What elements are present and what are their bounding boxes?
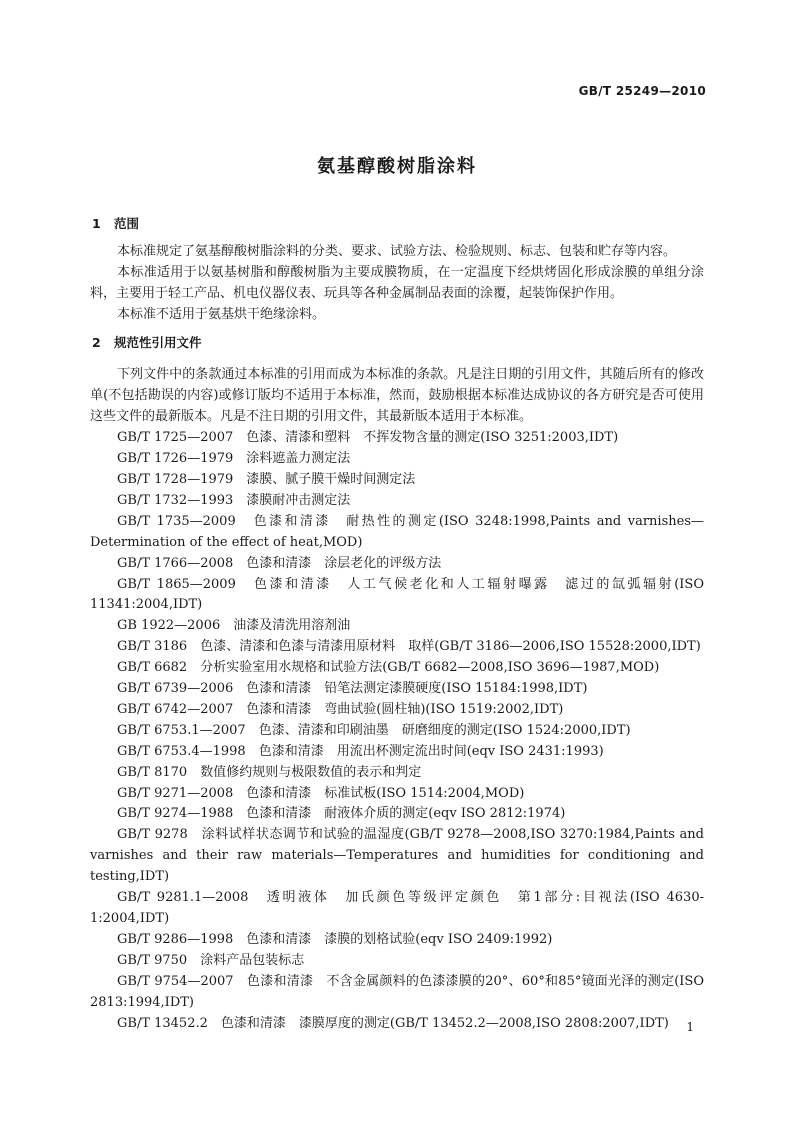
reference-entry: GB 1922—2006 油漆及清洗用溶剂油 xyxy=(117,618,351,634)
reference-entry: GB/T 6742—2007 色漆和清漆 弯曲试验(圆柱轴)(ISO 1519:2002,IDT) xyxy=(117,701,564,717)
reference-entry: GB/T 1865—2009 色漆和清漆 人工气候老化和人工辐射曝露 滤过的氙弧辐射(ISO 11341:2004,IDT) xyxy=(90,576,704,613)
reference-entry: GB/T 1728—1979 漆膜、腻子膜干燥时间测定法 xyxy=(117,471,416,487)
section-number: 1 xyxy=(92,216,101,231)
section-title: 规范性引用文件 xyxy=(114,334,202,350)
paragraph: 下列文件中的条款通过本标准的引用而成为本标准的条款。凡是注日期的引用文件，其随后所有的修改单(不包括勘误的内容)或修订版均不适用于本标准，然而，鼓励根据本标准达成协议的各方研究是否可使用这些文件的最新版本。凡是不注日期的引用文件，其最新版本适用于本标准。 xyxy=(90,367,704,425)
reference-entry: GB/T 6682 分析实验室用水规格和试验方法(GB/T 6682—2008,ISO 3696—1987,MOD) xyxy=(117,660,660,676)
document-title: 氨基醇酸树脂涂料 xyxy=(317,156,477,177)
reference-entry: GB/T 9754—2007 色漆和清漆 不含金属颜料的色漆漆膜的20°、60°和85°镜面光泽的测定(ISO 2813:1994,IDT) xyxy=(90,973,704,1010)
reference-list xyxy=(90,428,704,1034)
reference-entry: GB/T 9286—1998 色漆和清漆 漆膜的划格试验(eqv ISO 2409:1992) xyxy=(117,931,553,947)
reference-entry: GB/T 1725—2007 色漆、清漆和塑料 不挥发物含量的测定(ISO 3251:2003,IDT) xyxy=(117,430,619,446)
section-2-heading xyxy=(90,333,704,354)
reference-entry: GB/T 13452.2 色漆和清漆 漆膜厚度的测定(GB/T 13452.2—2008,ISO 2808:2007,IDT) xyxy=(117,1015,669,1031)
paragraph: 本标准不适用于氨基烘干绝缘涂料。 xyxy=(117,306,326,322)
reference-entry: GB/T 1726—1979 涂料遮盖力测定法 xyxy=(117,451,351,467)
reference-entry: GB/T 9750 涂料产品包装标志 xyxy=(117,952,305,968)
reference-entry: GB/T 9281.1—2008 透明液体 加氏颜色等级评定颜色 第1部分:目视法(ISO 4630-1:2004,IDT) xyxy=(90,890,704,926)
reference-entry: GB/T 1766—2008 色漆和清漆 涂层老化的评级方法 xyxy=(117,555,442,571)
standard-number: GB/T 25249—2010 xyxy=(578,84,706,98)
reference-entry: GB/T 3186 色漆、清漆和色漆与清漆用原材料 取样(GB/T 3186—2006,ISO 15528:2000,IDT) xyxy=(117,639,701,655)
reference-entry: GB/T 9274—1988 色漆和清漆 耐液体介质的测定(eqv ISO 2812:1974) xyxy=(117,806,566,822)
section-number: 2 xyxy=(92,334,101,350)
reference-entry: GB/T 6739—2006 色漆和清漆 铅笔法测定漆膜硬度(ISO 15184:1998,IDT) xyxy=(117,681,588,697)
reference-entry: GB/T 6753.4—1998 色漆和清漆 用流出杯测定流出时间(eqv ISO 2431:1993) xyxy=(117,743,604,759)
reference-entry: GB/T 6753.1—2007 色漆、清漆和印刷油墨 研磨细度的测定(ISO 1524:2000,IDT) xyxy=(117,722,631,738)
paragraph: 本标准规定了氨基醇酸树脂涂料的分类、要求、试验方法、检验规则、标志、包装和贮存等内容。 xyxy=(117,243,677,259)
page-number: 1 xyxy=(686,1020,694,1034)
reference-entry: GB/T 9271—2008 色漆和清漆 标准试板(ISO 1514:2004,MOD) xyxy=(117,785,525,801)
section-1-heading xyxy=(90,214,704,235)
paragraph: 本标准适用于以氨基树脂和醇酸树脂为主要成膜物质，在一定温度下经烘烤固化形成涂膜的单组分涂料，主要用于轻工产品、机电仪器仪表、玩具等各种金属制品表面的涂覆，起装饰保护作用。 xyxy=(90,264,704,301)
reference-entry: GB/T 9278 涂料试样状态调节和试验的温湿度(GB/T 9278—2008,ISO 3270:1984,Paints and varnishes and their raw materials—Temperatures and humidities for conditioning and testing,IDT) xyxy=(90,827,704,885)
reference-entry: GB/T 1735—2009 色漆和清漆 耐热性的测定(ISO 3248:1998,Paints and varnishes—Determination of the effect of heat,MOD) xyxy=(90,513,704,550)
document-body xyxy=(90,214,704,1034)
section-title: 范围 xyxy=(114,216,140,231)
reference-entry: GB/T 8170 数值修约规则与极限数值的表示和判定 xyxy=(117,764,422,780)
reference-entry: GB/T 1732—1993 漆膜耐冲击测定法 xyxy=(117,492,351,508)
